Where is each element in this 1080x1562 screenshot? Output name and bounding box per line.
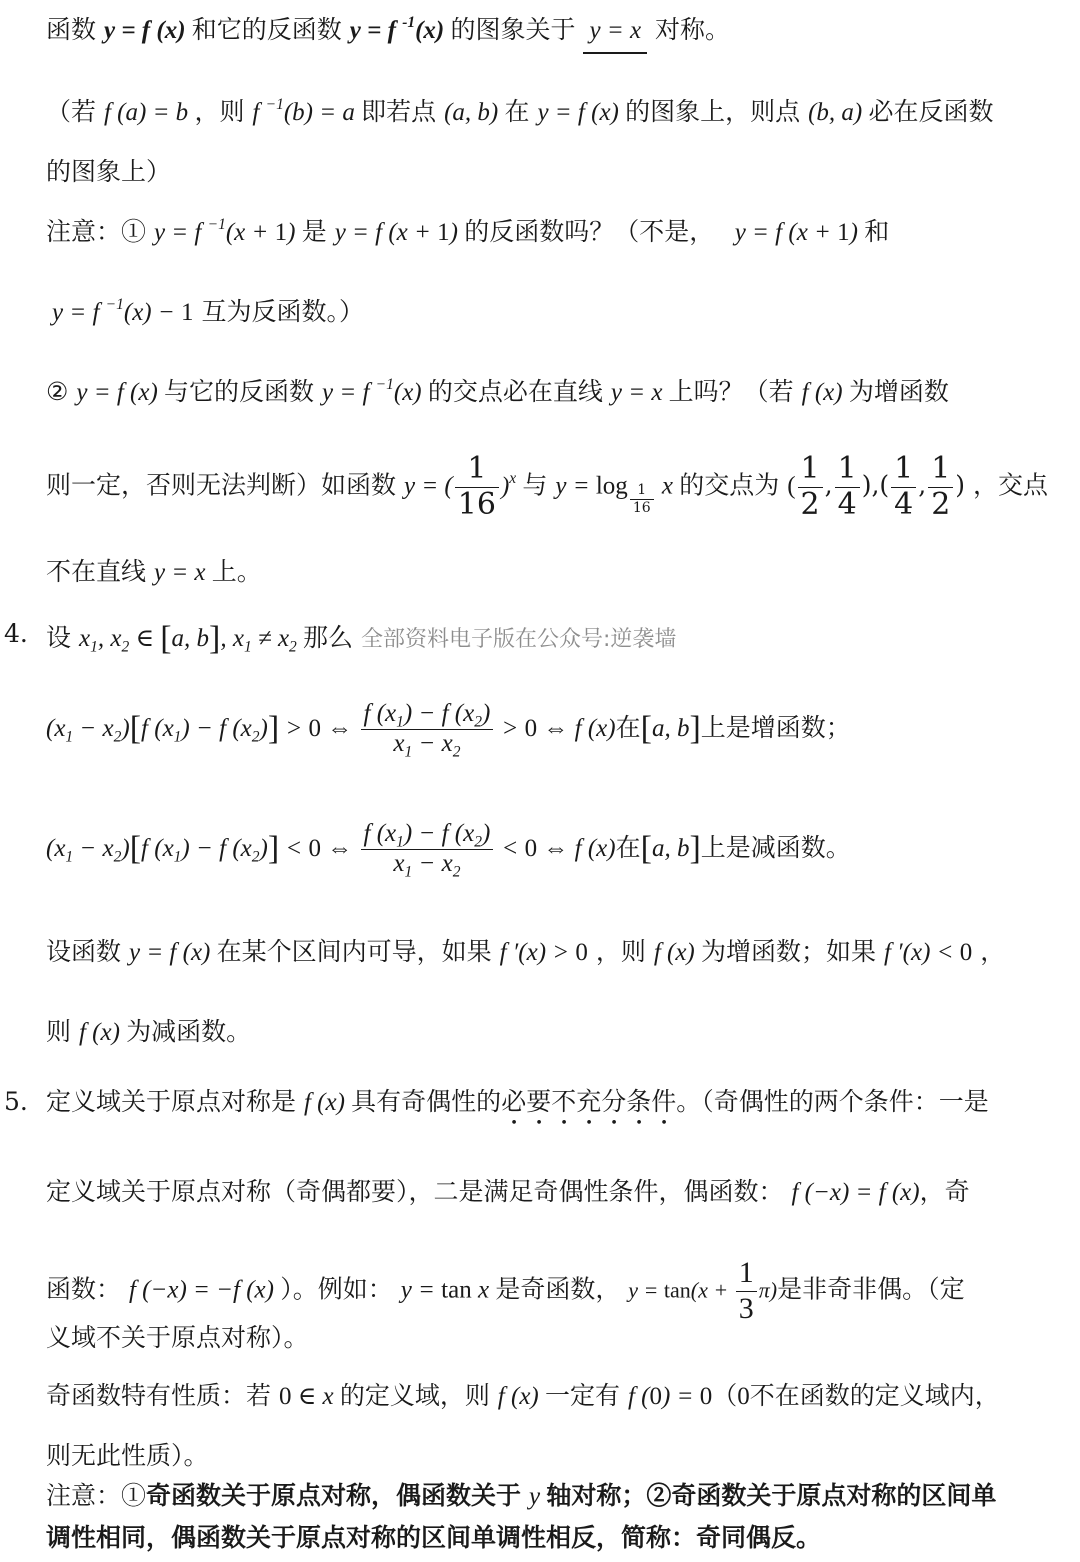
text-line-4: 注意：① y = f $^{-1}$(x + 1) 是 y = f (x + 1) 的反函数吗？（不是， y = f (x + 1) 和 [46,216,890,246]
watermark-text: 全部资料电子版在公众号:逆袭墙 [361,627,677,652]
text-line-20: 注意：①奇函数关于原点对称，偶函数关于 y 轴对称；②奇函数关于原点对称的区间单 [46,1481,997,1510]
fill-blank: y = x [583,15,647,54]
text-line-17: 义域不关于原点对称）。 [46,1323,309,1352]
text-line-21: 调性相同，偶函数关于原点对称的区间单调性相反，简称：奇同偶反。 [46,1523,822,1552]
fraction: $\frac{1}{16}$ [455,452,499,522]
text-line-3: 的图象上） [46,157,172,186]
text-line-16: 函数： f (−x) = −f (x) ）。例如： y = tan x 是奇函数， y = tan(x + $\frac{1}{3}$ π)是非奇非偶。（定 [46,1256,965,1325]
text-line-13: 则 f (x) 为减函数。 [46,1017,252,1046]
math-expr: y = f (x) [103,17,192,44]
text-line-1: 函数 y = f (x) 和它的反函数 y = f $^{-1}$(x) 的图象关于 y = x 对称。 [46,14,1074,46]
text-line-14: 5. 定义域关于原点对称是 f (x) 具有奇偶性的必要不充分条件。（奇偶性的两个条件：一是 [4,1087,989,1116]
text-line-2: （若 f (a) = b ，则 f $^{-1}$(b) = a 即若点 (a, b) 在 y = f (x) 的图象上，则点 (b, a) 必在反函数 [46,96,994,126]
text-line-19: 则无此性质）。 [46,1441,209,1470]
fraction: $\frac{f (x_1) - f (x_2)}{x_1 - x_2}$ [361,700,494,759]
text-line-15: 定义域关于原点对称（奇偶都要），二是满足奇偶性条件，偶函数： f (−x) = f (x)，奇 [46,1177,970,1206]
text-line-9: 4. 设 $x_1$, $x_2$ ∈ [a, b], $x_1 \ne x_2$ 那么 全部资料电子版在公众号:逆袭墙 [4,619,677,657]
fraction: $\frac{1}{16}$ [630,482,654,515]
text-line-10: $(x_1 - x_2)[f$ $(x_1) - f$ $(x_2)] > 0$ ⇔ $\frac{f (x_1) - f (x_2)}{x_1 - x_2}$ > 0 ⇔ f (x)在[a, b]上是增函数； [46,700,851,761]
text-line-12: 设函数 y = f (x) 在某个区间内可导，如果 f ′(x) > 0 ，则 f (x) 为增函数；如果 f ′(x) < 0 ， [46,937,1006,966]
emphasized-text: 必要不充分条件 [501,1087,677,1116]
fraction: $\frac{1}{3}$ [736,1256,757,1326]
math-expr: y = f $^{-1}$(x) [349,14,451,44]
fraction: $\frac{f (x_1) - f (x_2)}{x_1 - x_2}$ [361,820,494,879]
text-line-6: ② y = f (x) 与它的反函数 y = f $^{-1}$(x) 的交点必在直线 y = x 上吗？（若 f (x) 为增函数 [46,376,949,406]
text-line-7: 则一定，否则无法判断）如函数 y = ( $\frac{1}{16}$ )$^x$ 与 y = log $\frac{1}{16}$ x 的交点为 ( $\frac{1}{2}$ , $\frac{1}{4}$ ),( $\frac{1}{4}$ , $\frac{1}{2}$ ) ，交点 [46,451,1049,522]
text-line-5: y = f $^{-1}$(x) − 1 互为反函数。） [52,296,364,326]
text-line-18: 奇函数特有性质：若 0 ∈ x 的定义域，则 f (x) 一定有 f (0) = 0（0不在函数的定义域内， [46,1381,1000,1410]
text-line-8: 不在直线 y = x 上。 [46,557,262,586]
text-line-11: $(x_1 - x_2)[f$ $(x_1) - f$ $(x_2)] < 0$ ⇔ $\frac{f (x_1) - f (x_2)}{x_1 - x_2}$ < 0 ⇔ f (x)在[a, b]上是减函数。 [46,820,851,881]
